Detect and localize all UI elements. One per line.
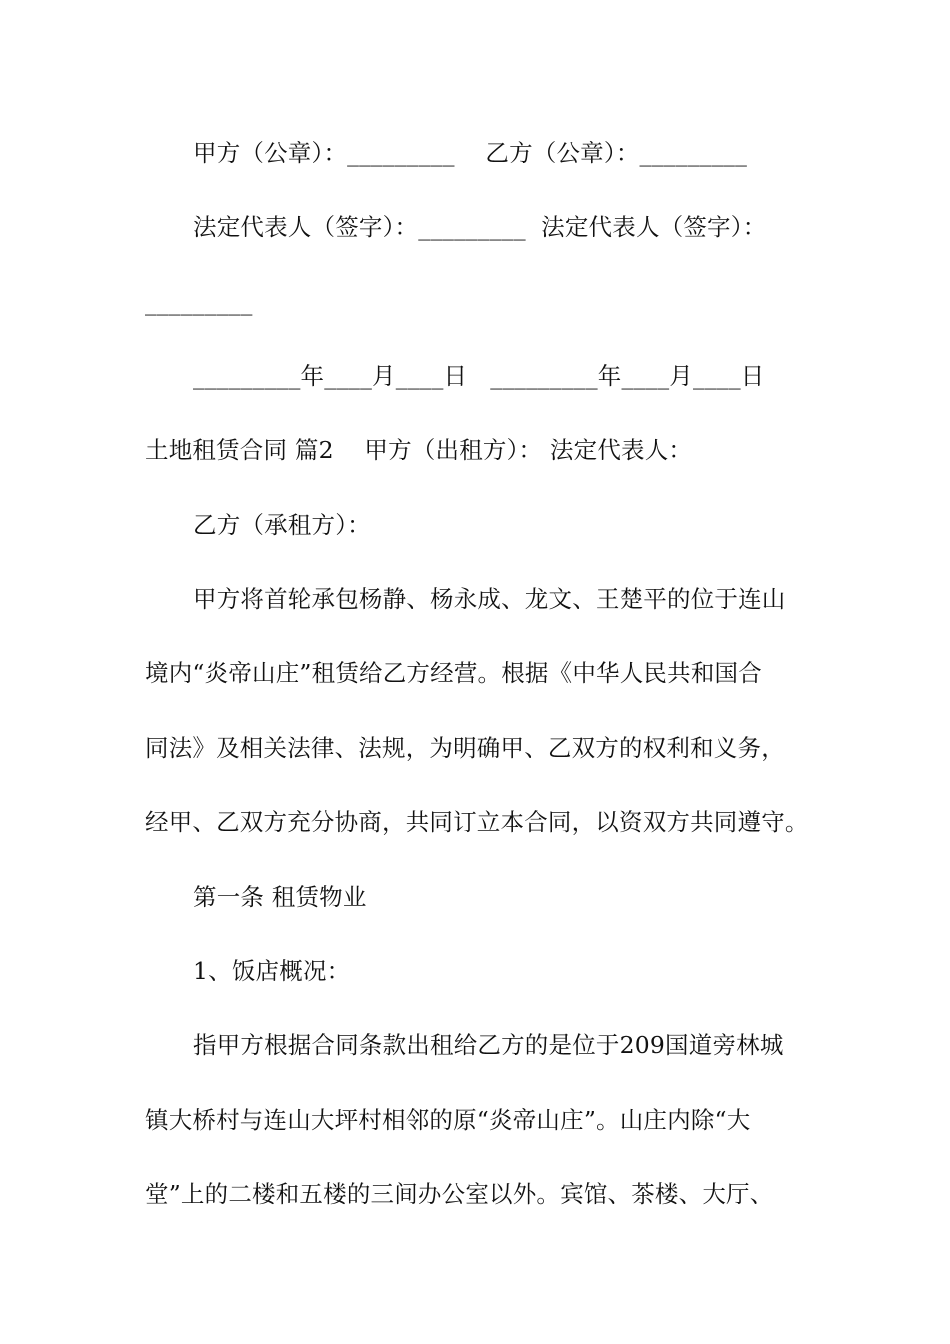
section-heading: 1、饭店概况： bbox=[193, 957, 351, 985]
paragraph-line: 镇大桥村与连山大坪村相邻的原“炎帝山庄”。山庄内除“大 bbox=[145, 1106, 751, 1134]
article-heading: 第一条 租赁物业 bbox=[193, 883, 367, 911]
lessee-line: 乙方（承租方）： bbox=[193, 511, 371, 539]
contract-title-line: 土地租赁合同 篇2 甲方（出租方）： 法定代表人： bbox=[145, 436, 693, 464]
paragraph-line: 经甲、乙双方充分协商，共同订立本合同，以资双方共同遵守。 bbox=[145, 808, 809, 836]
signature-line-representatives: 法定代表人（签字）：_________ 法定代表人（签字）： bbox=[193, 213, 767, 241]
paragraph-line: 堂”上的二楼和五楼的三间办公室以外。宾馆、茶楼、大厅、 bbox=[145, 1180, 774, 1208]
paragraph-line: 境内“炎帝山庄”租赁给乙方经营。根据《中华人民共和国合 bbox=[145, 659, 762, 687]
date-line: _________年____月____日 _________年____月____日 bbox=[193, 362, 765, 390]
signature-blank-continued: _________ bbox=[145, 288, 253, 316]
paragraph-line: 指甲方根据合同条款出租给乙方的是位于209国道旁林城 bbox=[193, 1031, 784, 1059]
signature-line-seals: 甲方（公章）：_________ 乙方（公章）：_________ bbox=[193, 139, 748, 167]
paragraph-line: 甲方将首轮承包杨静、杨永成、龙文、王楚平的位于连山 bbox=[193, 585, 786, 613]
paragraph-line: 同法》及相关法律、法规，为明确甲、乙双方的权利和义务， bbox=[145, 734, 785, 762]
